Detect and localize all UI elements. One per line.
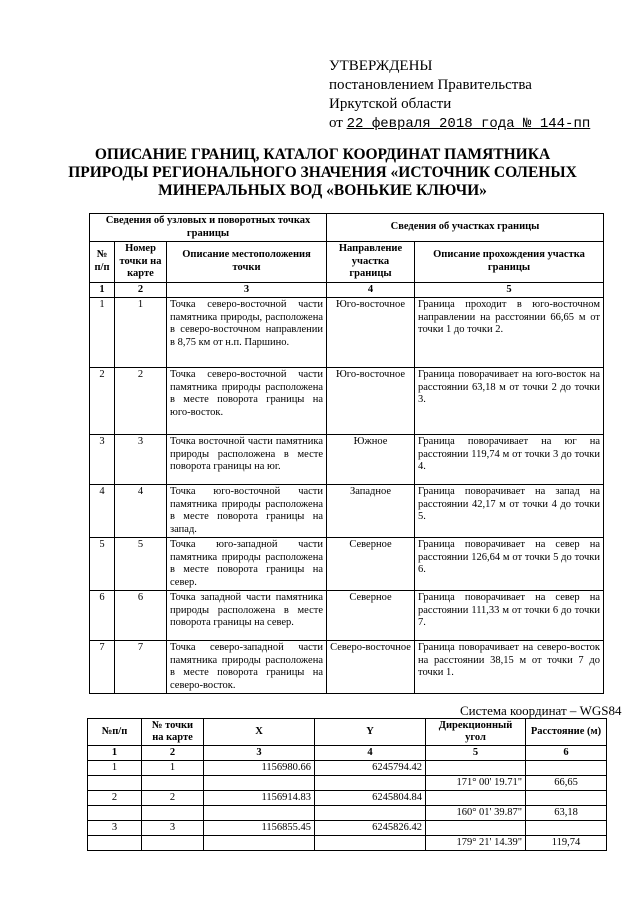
point-row bbox=[88, 791, 607, 806]
direction-angle: 171° 00' 19.71" bbox=[426, 776, 526, 791]
row-number: 6 bbox=[90, 591, 115, 641]
row-number: 1 bbox=[90, 298, 115, 368]
point-number: 7 bbox=[115, 641, 167, 694]
column-header: X bbox=[204, 719, 315, 746]
row-number: 3 bbox=[90, 435, 115, 485]
point-number: 4 bbox=[115, 485, 167, 538]
column-number: 4 bbox=[315, 746, 426, 761]
column-header: №п/п bbox=[88, 719, 142, 746]
column-number: 2 bbox=[142, 746, 204, 761]
title-line-3: МИНЕРАЛЬНЫХ ВОД «ВОНЬКИЕ КЛЮЧИ» bbox=[158, 182, 487, 199]
column-header: Описание прохождения участка границы bbox=[415, 242, 604, 283]
approval-line-2: постановлением Правительства bbox=[329, 77, 532, 93]
direction-angle: 179° 21' 14.39" bbox=[426, 836, 526, 851]
segment-description: Граница поворачивает на север на расстоянии 111,33 м от точки 6 до точки 7. bbox=[415, 591, 604, 641]
table-row bbox=[90, 538, 604, 591]
column-header: Номер точки на карте bbox=[115, 242, 167, 283]
document-title bbox=[60, 146, 585, 200]
point-row bbox=[88, 821, 607, 836]
approval-block bbox=[329, 57, 590, 134]
y-coordinate: 6245826.42 bbox=[315, 821, 426, 836]
point-number: 1 bbox=[142, 761, 204, 776]
table-row bbox=[90, 435, 604, 485]
segment-row bbox=[88, 806, 607, 821]
boundary-description-table bbox=[89, 213, 604, 694]
approval-date-number: 22 февраля 2018 года № 144-пп bbox=[346, 116, 591, 132]
table-row bbox=[90, 641, 604, 694]
segment-description: Граница поворачивает на юго-восток на расстоянии 63,18 м от точки 2 до точки 3. bbox=[415, 368, 604, 435]
segment-direction: Северо-восточное bbox=[327, 641, 415, 694]
approval-line-3: Иркутской области bbox=[329, 96, 452, 112]
column-number: 1 bbox=[88, 746, 142, 761]
row-number: 7 bbox=[90, 641, 115, 694]
point-number: 2 bbox=[115, 368, 167, 435]
title-line-1: ОПИСАНИЕ ГРАНИЦ, КАТАЛОГ КООРДИНАТ ПАМЯТНИКА bbox=[94, 146, 551, 163]
direction-angle: 160° 01' 39.87" bbox=[426, 806, 526, 821]
point-number: 1 bbox=[115, 298, 167, 368]
row-number: 3 bbox=[88, 821, 142, 836]
point-number: 5 bbox=[115, 538, 167, 591]
table-row bbox=[90, 298, 604, 368]
segment-row bbox=[88, 836, 607, 851]
y-coordinate: 6245804.84 bbox=[315, 791, 426, 806]
table-row bbox=[90, 485, 604, 538]
segment-description: Граница поворачивает на север на расстоянии 126,64 м от точки 5 до точки 6. bbox=[415, 538, 604, 591]
distance: 66,65 bbox=[526, 776, 607, 791]
point-number: 3 bbox=[115, 435, 167, 485]
distance: 119,74 bbox=[526, 836, 607, 851]
row-number: 1 bbox=[88, 761, 142, 776]
column-number: 5 bbox=[415, 282, 604, 298]
table-row bbox=[90, 591, 604, 641]
column-number: 5 bbox=[426, 746, 526, 761]
coordinate-system-label: Система координат – WGS84 bbox=[460, 703, 622, 718]
column-header: Расстояние (м) bbox=[526, 719, 607, 746]
segment-description: Граница поворачивает на юг на расстоянии 119,74 м от точки 3 до точки 4. bbox=[415, 435, 604, 485]
segment-row bbox=[88, 776, 607, 791]
title-line-2: ПРИРОДЫ РЕГИОНАЛЬНОГО ЗНАЧЕНИЯ «ИСТОЧНИК СОЛЕНЫХ bbox=[68, 164, 577, 181]
segment-description: Граница поворачивает на запад на расстоянии 42,17 м от точки 4 до точки 5. bbox=[415, 485, 604, 538]
distance: 63,18 bbox=[526, 806, 607, 821]
segment-direction: Западное bbox=[327, 485, 415, 538]
point-description: Точка северо-восточной части памятника природы расположена в месте поворота границы на юго-восток. bbox=[167, 368, 327, 435]
segment-description: Граница поворачивает на северо-восток на расстоянии 38,15 м от точки 7 до точки 1. bbox=[415, 641, 604, 694]
segment-direction: Северное bbox=[327, 591, 415, 641]
segment-direction: Северное bbox=[327, 538, 415, 591]
column-header: Дирекционный угол bbox=[426, 719, 526, 746]
column-number: 3 bbox=[204, 746, 315, 761]
x-coordinate: 1156980.66 bbox=[204, 761, 315, 776]
x-coordinate: 1156855.45 bbox=[204, 821, 315, 836]
point-description: Точка юго-восточной части памятника природы расположена в месте поворота границы на запад. bbox=[167, 485, 327, 538]
column-header: Описание местоположения точки bbox=[167, 242, 327, 283]
y-coordinate: 6245794.42 bbox=[315, 761, 426, 776]
point-number: 3 bbox=[142, 821, 204, 836]
point-description: Точка северо-западной части памятника природы расположена в месте поворота границы на северо-восток. bbox=[167, 641, 327, 694]
column-number: 3 bbox=[167, 282, 327, 298]
x-coordinate: 1156914.83 bbox=[204, 791, 315, 806]
column-header: Направление участка границы bbox=[327, 242, 415, 283]
segment-direction: Юго-восточное bbox=[327, 368, 415, 435]
column-number: 6 bbox=[526, 746, 607, 761]
approval-line-4 bbox=[329, 114, 590, 134]
point-number: 2 bbox=[142, 791, 204, 806]
column-number: 4 bbox=[327, 282, 415, 298]
table-row bbox=[90, 368, 604, 435]
point-description: Точка северо-восточной части памятника природы, расположена в северо-восточном направлении в 8,75 км от н.п. Паршино. bbox=[167, 298, 327, 368]
column-header: № п/п bbox=[90, 242, 115, 283]
group-header-segments: Сведения об участках границы bbox=[327, 214, 604, 242]
column-header: № точки на карте bbox=[142, 719, 204, 746]
row-number: 2 bbox=[90, 368, 115, 435]
point-description: Точка восточной части памятника природы расположена в месте поворота границы на юг. bbox=[167, 435, 327, 485]
point-description: Точка западной части памятника природы расположена в месте поворота границы на север. bbox=[167, 591, 327, 641]
group-header-points: Сведения об узловых и поворотных точках границы bbox=[90, 214, 327, 242]
row-number: 2 bbox=[88, 791, 142, 806]
row-number: 4 bbox=[90, 485, 115, 538]
point-description: Точка юго-западной части памятника природы расположена в месте поворота границы на север. bbox=[167, 538, 327, 591]
approval-line-1: УТВЕРЖДЕНЫ bbox=[329, 58, 433, 74]
column-header: Y bbox=[315, 719, 426, 746]
coordinates-table bbox=[87, 718, 607, 851]
point-number: 6 bbox=[115, 591, 167, 641]
approval-date-prefix: от bbox=[329, 115, 347, 131]
point-row bbox=[88, 761, 607, 776]
column-number: 2 bbox=[115, 282, 167, 298]
segment-direction: Южное bbox=[327, 435, 415, 485]
segment-description: Граница проходит в юго-восточном направлении на расстоянии 66,65 м от точки 1 до точки 2. bbox=[415, 298, 604, 368]
row-number: 5 bbox=[90, 538, 115, 591]
column-number: 1 bbox=[90, 282, 115, 298]
segment-direction: Юго-восточное bbox=[327, 298, 415, 368]
